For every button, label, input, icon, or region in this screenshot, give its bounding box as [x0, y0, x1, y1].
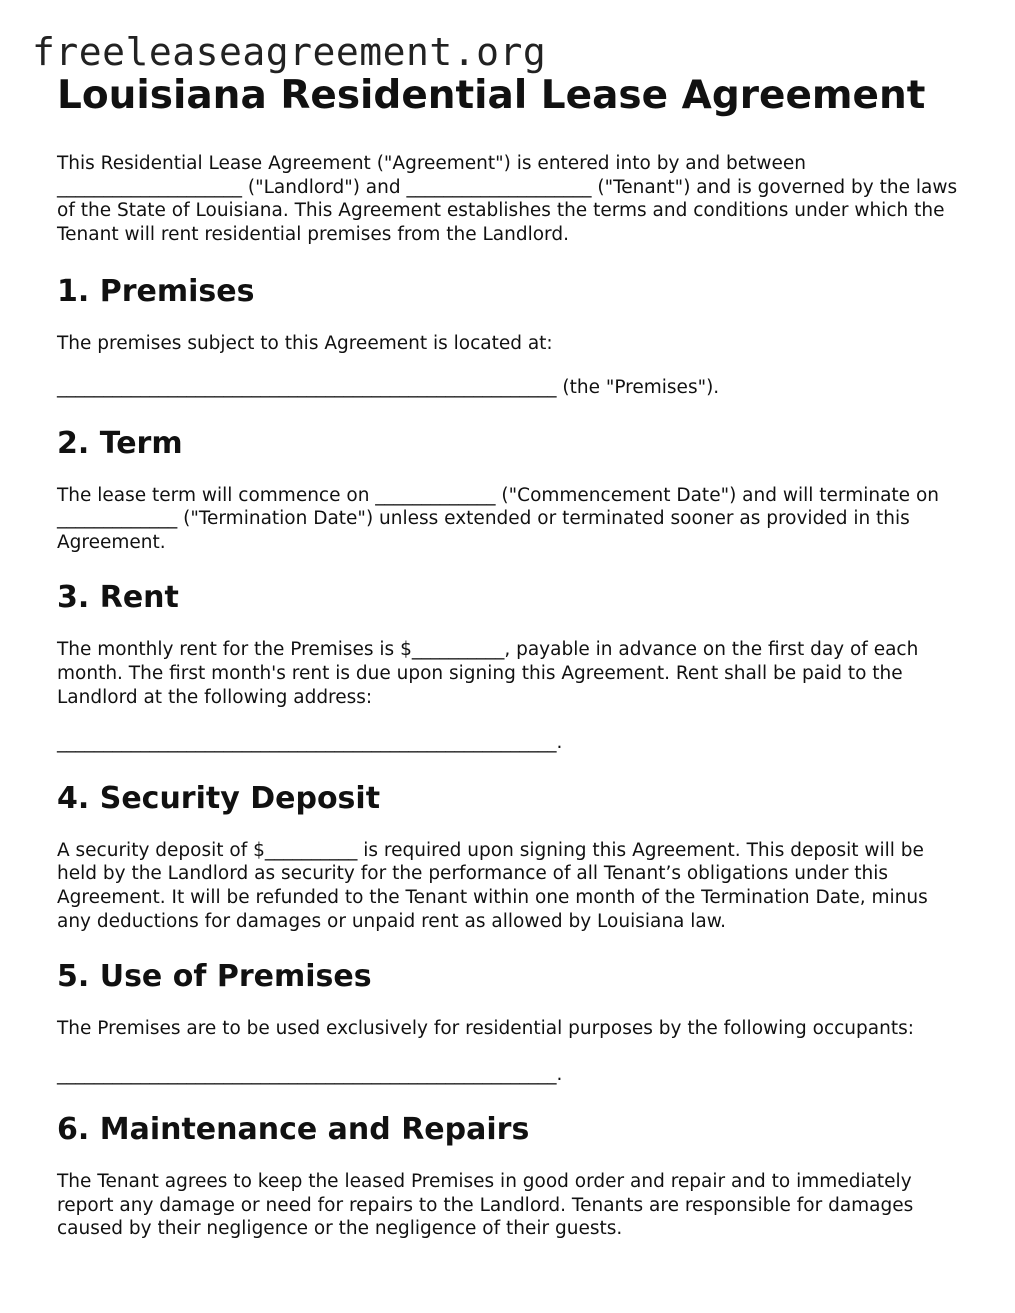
section-heading-rent: 3. Rent: [57, 580, 179, 616]
term-text: The lease term will commence on _____________ ("Commencement Date") and will terminate on _____________ ("Termination Date") unless extended or terminated sooner as provided in this Agreement.: [57, 484, 939, 553]
premises-text: The premises subject to this Agreement is located at:: [57, 333, 553, 355]
rent-text: The monthly rent for the Premises is $__________, payable in advance on the first day of each month. The first month's rent is due upon signing this Agreement. Rent shall be paid to the Landlord at the following address:: [57, 639, 919, 708]
section-heading-maintenance: 6. Maintenance and Repairs: [57, 1112, 530, 1148]
security-deposit-text: A security deposit of $__________ is required upon signing this Agreement. This deposit will be held by the Landlord as security for the performance of all Tenant’s obligations under this Agreement. It will be refunded to the Tenant within one month of the Termination Date, minus any deductions for damages or unpaid rent as allowed by Louisiana law.: [57, 839, 928, 932]
document-title: Louisiana Residential Lease Agreement: [57, 73, 926, 118]
maintenance-text: The Tenant agrees to keep the leased Premises in good order and repair and to immediately report any damage or need for repairs to the Landlord. Tenants are responsible for damages caused by their negligence or the negligence of their guests.: [57, 1171, 914, 1240]
premises-address-blank: ______________________________________________________ (the "Premises").: [57, 376, 720, 398]
occupants-blank: ______________________________________________________.: [57, 1063, 563, 1085]
intro-paragraph: This Residential Lease Agreement ("Agreement") is entered into by and between ____________________ ("Landlord") and ____________________ ("Tenant") and is governed by the laws of the State of Louisiana. This Agreement establishes the terms and conditions under which the Tenant will rent residential premises from the Landlord.: [57, 153, 958, 245]
section-heading-security-deposit: 4. Security Deposit: [57, 780, 381, 816]
rent-address-blank: ______________________________________________________.: [57, 732, 563, 754]
use-of-premises-text: The Premises are to be used exclusively for residential purposes by the following occupants:: [57, 1018, 914, 1040]
watermark: freeleaseagreement.org: [32, 30, 547, 74]
section-heading-use-of-premises: 5. Use of Premises: [57, 959, 372, 995]
section-heading-term: 2. Term: [57, 425, 183, 461]
document-body: [57, 70, 967, 1241]
section-heading-premises: 1. Premises: [57, 274, 255, 310]
